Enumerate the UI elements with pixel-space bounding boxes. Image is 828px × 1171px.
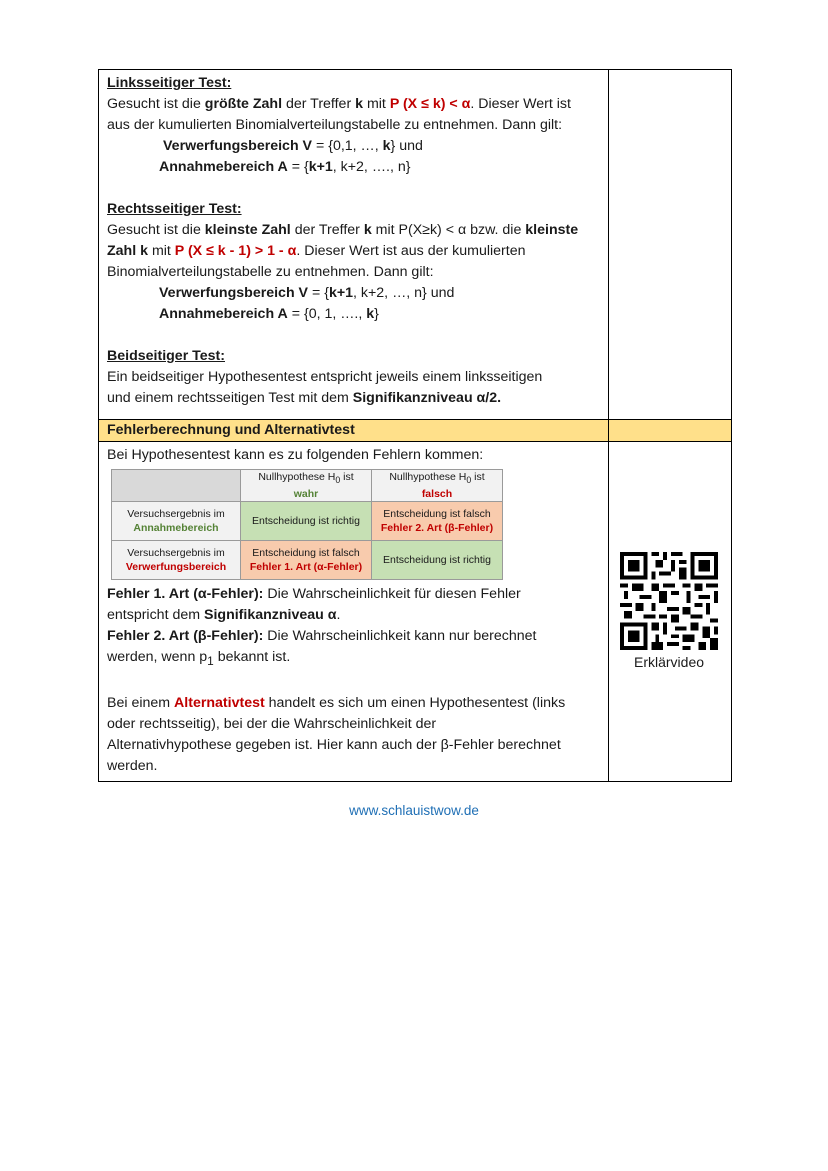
right-test-line3: Binomialverteilungstabelle zu entnehmen. Dann gilt: [107, 264, 434, 280]
content-table [98, 69, 732, 782]
alternative-test-line3: Alternativhypothese gegeben ist. Hier kann auch der β-Fehler berechnet [107, 736, 561, 753]
left-test-title: Linksseitiger Test: [107, 75, 232, 91]
tests-side-cell [609, 70, 729, 419]
qr-cell [609, 442, 729, 781]
section-header [99, 419, 731, 442]
tests-row [99, 70, 731, 419]
errors-cell [99, 442, 609, 781]
alternative-test-line1: Bei einem Alternativtest handelt es sich um einen Hypothesentest (links [107, 694, 566, 711]
error-types-table [111, 469, 503, 580]
table-col-h0-false: Nullhypothese $H_0$ ist falsch [372, 470, 503, 502]
table-cell-type1-error: Entscheidung ist falsch Fehler 1. Art (α-Fehler) [241, 541, 372, 580]
alternative-test-line2: oder rechtsseitig), bei der die Wahrscheinlichkeit der [107, 715, 437, 732]
errors-intro: Bei Hypothesentest kann es zu folgenden Fehlern kommen: [107, 447, 484, 463]
table-row-rejection: Versuchsergebnis im Verwerfungsbereich [112, 541, 241, 580]
type1-error-line1: Fehler 1. Art (α-Fehler): Die Wahrscheinlichkeit für diesen Fehler [107, 586, 521, 603]
tests-cell [99, 70, 609, 419]
left-test-line1: Gesucht ist die größte Zahl der Treffer k mit P (X ≤ k) < α. Dieser Wert ist [107, 96, 571, 112]
qr-label: Erklärvideo [633, 654, 705, 671]
errors-row [99, 442, 731, 781]
right-test-line1: Gesucht ist die kleinste Zahl der Treffer k mit P(X≥k) < α bzw. die kleinste [107, 222, 579, 238]
qr-code-icon[interactable] [620, 552, 718, 650]
table-cell-type2-error: Entscheidung ist falsch Fehler 2. Art (β-Fehler) [372, 502, 503, 541]
table-cell-correct-2: Entscheidung ist richtig [372, 541, 503, 580]
type2-error-line2: werden, wenn $p_1$ bekannt ist. [107, 649, 291, 668]
right-acceptance-region: Annahmebereich A = {0, 1, …., k} [159, 306, 379, 322]
section-header-title: Fehlerberechnung und Alternativtest [99, 420, 609, 441]
left-acceptance-region: Annahmebereich A = {k+1, k+2, …., n} [159, 159, 411, 175]
alternative-test-line4: werden. [107, 757, 158, 774]
two-sided-line2: und einem rechtsseitigen Test mit dem Signifikanzniveau α/2. [107, 390, 502, 406]
table-corner [112, 470, 241, 502]
type1-error-line2: entspricht dem Signifikanzniveau α. [107, 607, 341, 624]
right-test-title: Rechtsseitiger Test: [107, 201, 242, 217]
right-rejection-region: Verwerfungsbereich V = {k+1, k+2, …, n} und [159, 285, 455, 301]
footer-link[interactable]: www.schlauistwow.de [349, 803, 479, 818]
left-rejection-region: Verwerfungsbereich V = {0,1, …, k} und [163, 138, 423, 154]
two-sided-test-title: Beidseitiger Test: [107, 348, 225, 364]
left-test-line2: aus der kumulierten Binomialverteilungstabelle zu entnehmen. Dann gilt: [107, 117, 563, 133]
type2-error-line1: Fehler 2. Art (β-Fehler): Die Wahrscheinlichkeit kann nur berechnet [107, 628, 537, 645]
table-col-h0-true: Nullhypothese $H_0$ ist wahr [241, 470, 372, 502]
two-sided-line1: Ein beidseitiger Hypothesentest entspricht jeweils einem linksseitigen [107, 369, 543, 385]
table-cell-correct-1: Entscheidung ist richtig [241, 502, 372, 541]
right-test-line2: Zahl k mit P (X ≤ k - 1) > 1 - α. Dieser Wert ist aus der kumulierten [107, 243, 526, 259]
table-row-acceptance: Versuchsergebnis im Annahmebereich [112, 502, 241, 541]
